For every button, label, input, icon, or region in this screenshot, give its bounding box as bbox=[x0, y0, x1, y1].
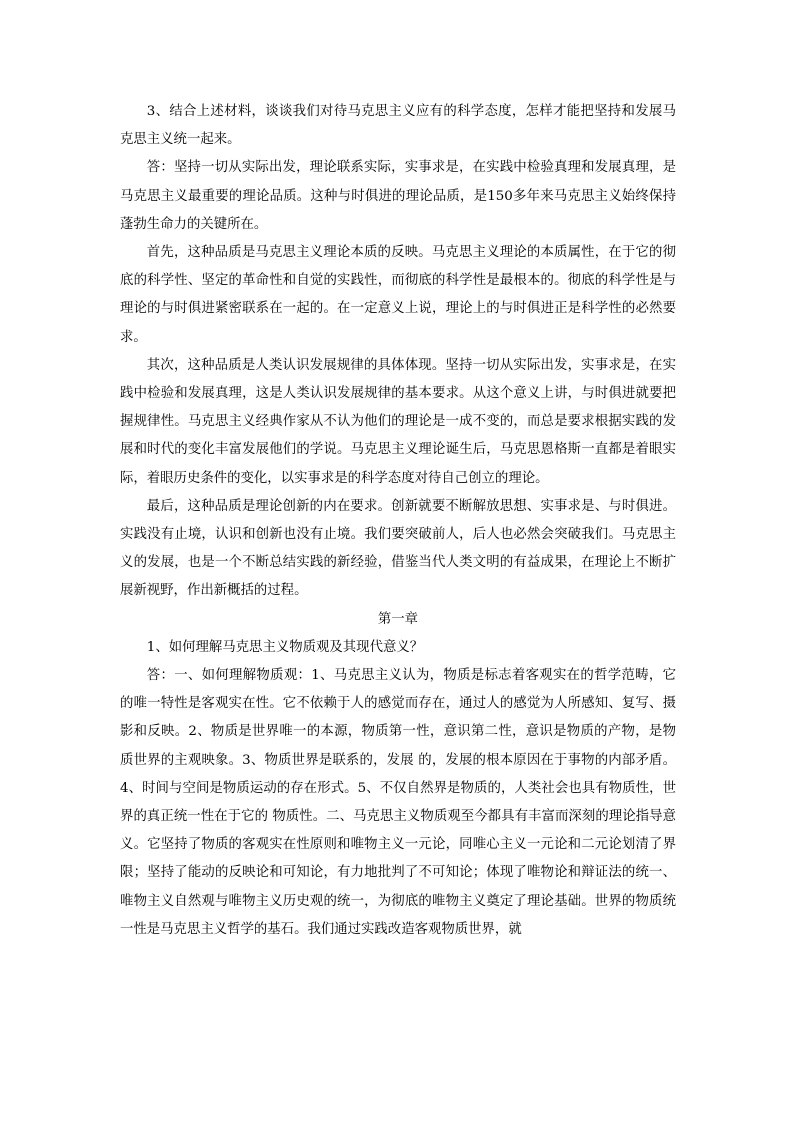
chapter1-answer-1: 答：一、如何理解物质观：1、马克思主义认为，物质是标志着客观实在的哲学范畴，它的唯一特性是客观实在性。它不依赖于人的感觉而存在，通过人的感觉为人所感知、复写、摄影和反映。2、物质是世界唯一的本源，物质第一性，意识第二性，意识是物质的产物，是物质世界的主观映象。3、物质世界是联系的，发展 的，发展的根本原因在于事物的内部矛盾。4、时间与空间是物质运动的存在形式。5、不仅自然界是物质的，人类社会也具有物质性，世界的真正统一性在于它的 物质性。二、马克思主义物质观至今都具有丰富而深刻的理论指导意义。它坚持了物质的客观实在性原则和唯物主义一元论，同唯心主义一元论和二元论划清了界限；坚持了能动的反映论和可知论，有力地批判了不可知论；体现了唯物论和辩证法的统一、唯物主义自然观与唯物主义历史观的统一，为彻底的唯物主义奠定了理论基础。世界的物质统一性是马克思主义哲学的基石。我们通过实践改造客观物质世界，就 bbox=[120, 668, 676, 937]
chapter-title: 第一章 bbox=[377, 611, 419, 627]
document-body bbox=[120, 98, 676, 944]
answer-3-intro: 答：坚持一切从实际出发，理论联系实际，实事求是，在实践中检验真理和发展真理，是马克思主义最重要的理论品质。这种与时俱进的理论品质，是150多年来马克思主义始终保持蓬勃生命力的关键所在。 bbox=[120, 160, 676, 232]
question-3: 3、结合上述材料，谈谈我们对待马克思主义应有的科学态度，怎样才能把坚持和发展马克思主义统一起来。 bbox=[120, 104, 676, 148]
answer-3-point-1: 首先，这种品质是马克思主义理论本质的反映。马克思主义理论的本质属性，在于它的彻底的科学性、坚定的革命性和自觉的实践性，而彻底的科学性是最根本的。彻底的科学性是与理论的与时俱进紧密联系在一起的。在一定意义上说，理论上的与时俱进正是科学性的必然要求。 bbox=[120, 245, 676, 345]
chapter1-question-1: 1、如何理解马克思主义物质观及其现代意义？ bbox=[146, 639, 424, 655]
answer-3-point-2: 其次，这种品质是人类认识发展规律的具体体现。坚持一切从实际出发，实事求是，在实践中检验和发展真理，这是人类认识发展规律的基本要求。从这个意义上讲，与时俱进就要把握规律性。马克思主义经典作家从不认为他们的理论是一成不变的，而总是要求根据实践的发展和时代的变化丰富发展他们的学说。马克思主义理论诞生后，马克思恩格斯一直都是着眼实际，着眼历史条件的变化，以实事求是的科学态度对待自己创立的理论。 bbox=[120, 357, 676, 486]
answer-3-point-3: 最后，这种品质是理论创新的内在要求。创新就要不断解放思想、实事求是、与时俱进。实践没有止境，认识和创新也没有止境。我们要突破前人，后人也必然会突破我们。马克思主义的发展，也是一个不断总结实践的新经验，借鉴当代人类文明的有益成果，在理论上不断扩展新视野，作出新概括的过程。 bbox=[120, 498, 676, 599]
